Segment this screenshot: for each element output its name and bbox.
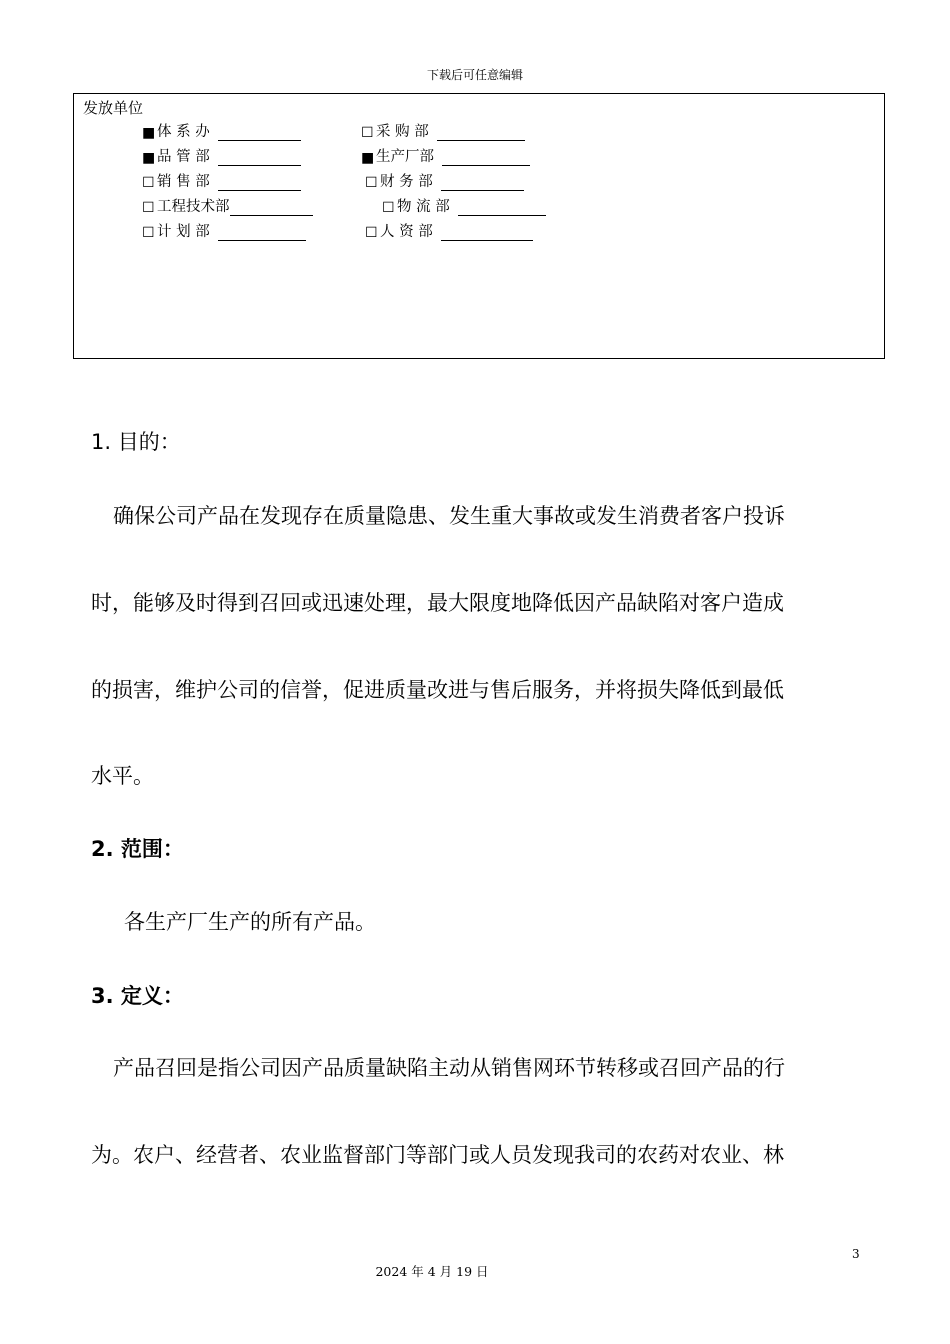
dept-label: 人 资 部 [380, 224, 433, 240]
dept-check-mark: ☐ [382, 200, 395, 216]
dept-item [361, 121, 525, 141]
signature-line [441, 226, 533, 241]
dept-check-mark: ☐ [142, 200, 155, 216]
header-note: 下载后可任意编辑 [426, 68, 523, 82]
dept-check-mark: ■ [142, 125, 156, 141]
dept-label: 生产厂部 [376, 149, 434, 165]
page-number: 3 [852, 1247, 860, 1261]
dept-check-mark: ■ [361, 150, 375, 166]
footer-date: 2024 年 4 月 19 日 [375, 1264, 489, 1279]
dept-check-mark: ☐ [142, 175, 155, 191]
signature-line [441, 176, 524, 191]
distribution-box [73, 93, 885, 359]
dept-item [382, 196, 546, 216]
signature-line [442, 151, 530, 166]
dept-label: 财 务 部 [380, 174, 433, 190]
dept-label: 品 管 部 [157, 149, 210, 165]
dept-item [142, 146, 301, 166]
paragraph-line: 时，能够及时得到召回或迅速处理，最大限度地降低因产品缺陷对客户造成 [91, 591, 784, 615]
dept-item [142, 221, 306, 241]
dept-check-mark: ☐ [142, 225, 155, 241]
dept-item [361, 146, 530, 166]
dept-label: 工程技术部 [157, 199, 230, 215]
section-title-definition: 3. 定义： [91, 984, 184, 1008]
paragraph-line: 各生产厂生产的所有产品。 [124, 910, 376, 934]
distribution-title: 发放单位 [83, 99, 144, 117]
signature-line [218, 151, 301, 166]
dept-check-mark: ☐ [365, 175, 378, 191]
dept-label: 体 系 办 [157, 124, 210, 140]
paragraph-line: 的损害，维护公司的信誉，促进质量改进与售后服务，并将损失降低到最低 [91, 678, 784, 702]
paragraph-line: 为。农户、经营者、农业监督部门等部门或人员发现我司的农药对农业、林 [91, 1143, 784, 1167]
dept-label: 计 划 部 [157, 224, 210, 240]
dept-label: 销 售 部 [157, 174, 210, 190]
dept-label: 物 流 部 [397, 199, 450, 215]
signature-line [218, 226, 306, 241]
dept-item [142, 196, 313, 216]
signature-line [218, 126, 301, 141]
signature-line [437, 126, 525, 141]
paragraph-line: 确保公司产品在发现存在质量隐患、发生重大事故或发生消费者客户投诉 [113, 504, 785, 528]
signature-line [230, 201, 313, 216]
section-title-scope: 2. 范围： [91, 837, 184, 861]
signature-line [458, 201, 546, 216]
paragraph-line: 水平。 [91, 764, 154, 788]
signature-line [218, 176, 301, 191]
dept-check-mark: ☐ [365, 225, 378, 241]
dept-item [142, 171, 301, 191]
dept-check-mark: ☐ [361, 125, 374, 141]
section-title-purpose: 1. 目的： [91, 430, 181, 454]
dept-label: 采 购 部 [376, 124, 429, 140]
paragraph-line: 产品召回是指公司因产品质量缺陷主动从销售网环节转移或召回产品的行 [113, 1056, 785, 1080]
dept-item [142, 121, 301, 141]
dept-item [365, 221, 533, 241]
dept-item [365, 171, 524, 191]
dept-check-mark: ■ [142, 150, 156, 166]
